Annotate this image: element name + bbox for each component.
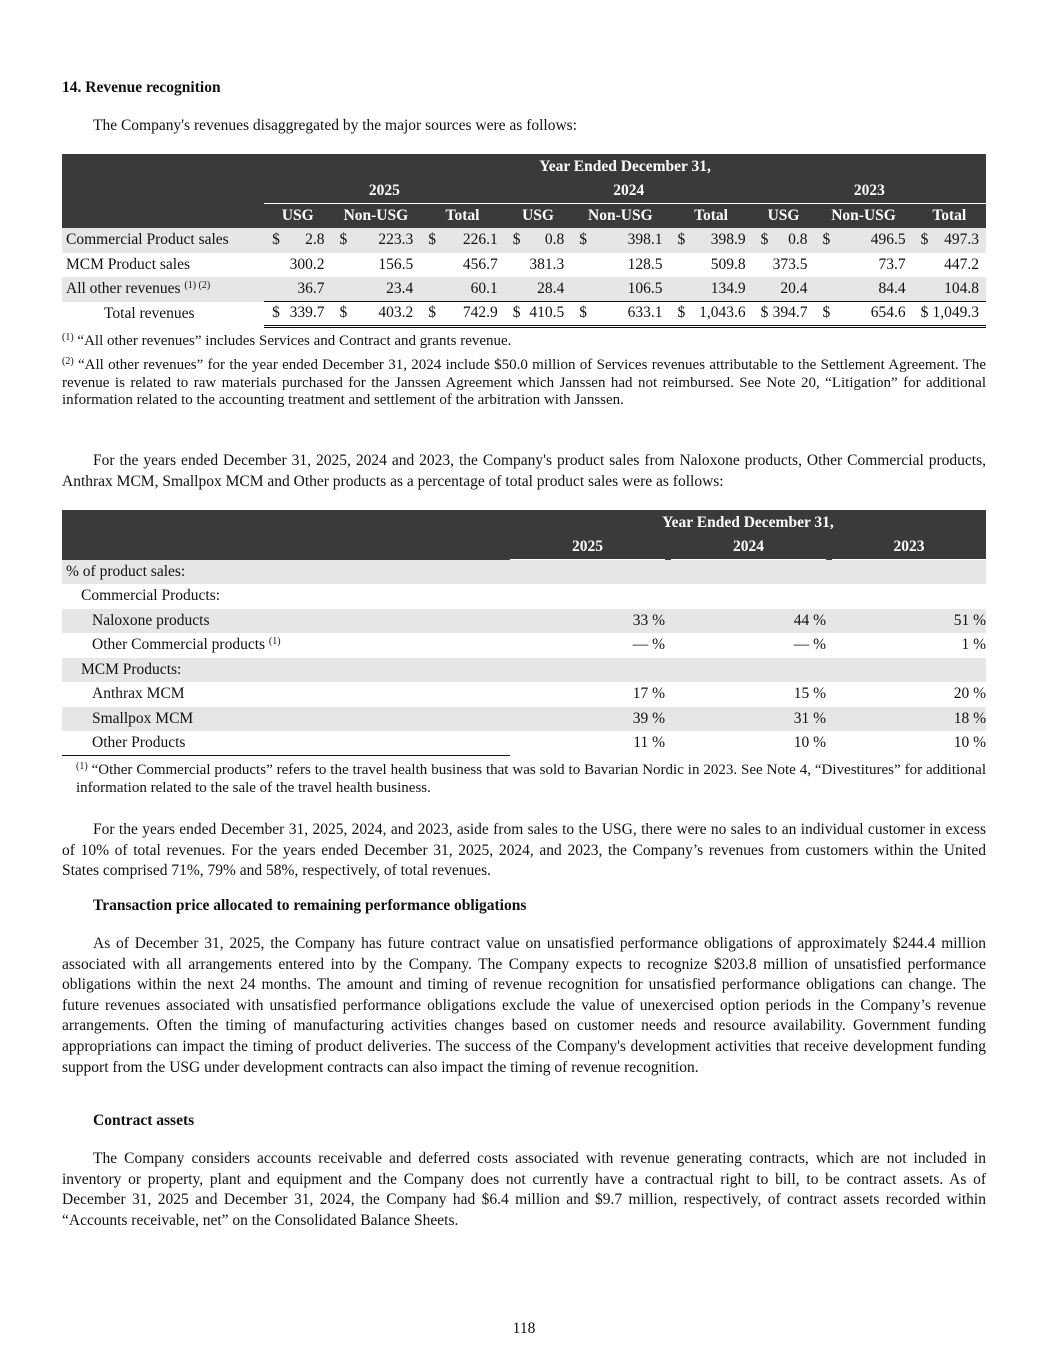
cell-value: 28.4 (525, 277, 572, 302)
cell-value: 10 % (953, 734, 986, 752)
cell-value: 398.1 (591, 228, 669, 253)
currency-symbol: $ (814, 302, 834, 327)
row-label (62, 277, 264, 302)
cell-value: 18 % (832, 707, 986, 732)
cell-value: 36.7 (284, 277, 332, 302)
cell-value: 104.8 (932, 277, 986, 302)
footnote-text: “All other revenues” includes Services and Contract and grants revenue. (77, 333, 512, 349)
currency-symbol: $ (913, 302, 933, 327)
cell-value: 223.3 (351, 228, 420, 253)
currency-symbol: $ (505, 228, 525, 253)
currency-symbol: $ (571, 302, 591, 327)
cell-value: 156.5 (378, 255, 414, 273)
cell-value: 1,049.3 (932, 302, 986, 327)
table-row (62, 253, 986, 278)
page-number: 118 (512, 1320, 536, 1337)
cell-value: — % (793, 636, 826, 654)
cell-value: 381.3 (529, 255, 565, 273)
cell-value: 742.9 (440, 302, 505, 327)
cell-value: 1 % (961, 636, 986, 654)
paragraph-contract-assets: The Company considers accounts receivable and deferred costs associated with revenue generating contracts, which are not included in inventory or property, plant and equipment and the Company does not currently have a contractual right to bill, to be contract assets. As of December 31, 2025 and December 31, 2024, the Company had $6.4 million and $9.7 million, respectively, of contract assets recorded within “Accounts receivable, net” on the Consolidated Balance Sheets. (62, 1150, 986, 1229)
cell-value: 0.8 (772, 228, 814, 253)
cell-value: 394.7 (772, 302, 814, 327)
cell-value: 654.6 (834, 302, 912, 327)
footnote-text: “Other Commercial products” refers to the travel health business that was sold to Bavarian Nordic in 2023. See Note 4, “Divestitures” for additional information related to the sale of the travel health business. (76, 762, 987, 796)
col-header-non-usg: Non-USG (814, 204, 912, 229)
table1-period-header: Year Ended December 31, (264, 154, 986, 179)
currency-symbol: $ (913, 228, 933, 253)
col-header-usg: USG (264, 204, 331, 229)
col-header-total: Total (669, 204, 752, 229)
cell-value: 2.8 (284, 228, 332, 253)
footnote-marker: (1) (2) (184, 280, 211, 292)
table1-year-header-row (62, 179, 986, 204)
currency-symbol: $ (669, 228, 689, 253)
table1-year-2025: 2025 (264, 179, 505, 204)
paragraph-performance-obligations: As of December 31, 2025, the Company has future contract value on unsatisfied performance obligations of approximately $244.4 million associated with all arrangements entered into by the Company. The Company expects to recognize $203.8 million of unsatisfied performance obligations within the next 24 months. The amount and timing of revenue recognition for unsatisfied performance obligations can change. The future revenues associated with unsatisfied performance obligations exclude the value of unexercised option periods in the Company’s revenue arrangements. Often the timing of manufacturing activities changes based on customer needs and resource availability. Government funding appropriations can impact the timing of product deliveries. The success of the Company's development activities that receive development funding support from the USG under development contracts can also impact the timing of revenue recognition. (62, 935, 986, 1076)
row-label: MCM Product sales (66, 255, 190, 273)
table2-year-2023: 2023 (832, 535, 986, 560)
row-label: Smallpox MCM (62, 707, 510, 732)
table-row (62, 609, 986, 634)
row-label: Naloxone products (62, 609, 510, 634)
cell-value: 33 % (510, 609, 665, 634)
col-header-usg: USG (505, 204, 572, 229)
table-row (62, 560, 986, 585)
footnote-marker: (1) (268, 636, 281, 648)
cell-value: 84.4 (834, 277, 912, 302)
cell-value: 15 % (793, 685, 826, 703)
currency-symbol: $ (753, 302, 773, 327)
cell-value: 496.5 (834, 228, 912, 253)
table2-footnote-1 (62, 762, 986, 797)
cell-value: 398.9 (689, 228, 752, 253)
row-label: Anthrax MCM (92, 685, 185, 703)
table2-year-2025: 2025 (510, 535, 665, 560)
table-row (62, 707, 986, 732)
currency-symbol: $ (505, 302, 525, 327)
row-label (62, 633, 510, 658)
table-row (62, 731, 986, 756)
cell-value: 17 % (632, 685, 665, 703)
cell-value: 128.5 (627, 255, 663, 273)
cell-value: 11 % (633, 734, 665, 752)
cell-value: 447.2 (944, 255, 979, 273)
cell-value: — % (632, 636, 665, 654)
subheading-transaction-price: Transaction price allocated to remaining performance obligations (93, 897, 527, 914)
table1-footnote-2 (62, 357, 986, 410)
cell-value: 0.8 (525, 228, 572, 253)
table-row (62, 228, 986, 253)
table-row (62, 682, 986, 707)
col-header-total: Total (913, 204, 986, 229)
currency-symbol: $ (669, 302, 689, 327)
section-title: 14. Revenue recognition (62, 79, 221, 96)
cell-value: 20.4 (772, 277, 814, 302)
table2-year-header-row (62, 535, 986, 560)
currency-symbol: $ (264, 228, 284, 253)
footnote-marker: (1) (76, 761, 88, 772)
row-label: % of product sales: (62, 560, 510, 585)
cell-value: 633.1 (591, 302, 669, 327)
row-label-text: Other Commercial products (92, 636, 266, 654)
table1-column-header-row (62, 204, 986, 229)
row-label: MCM Products: (62, 658, 510, 683)
cell-value: 456.7 (462, 255, 498, 273)
cell-value: 339.7 (284, 302, 332, 327)
cell-value: 1,043.6 (689, 302, 752, 327)
cell-value: 60.1 (440, 277, 505, 302)
cell-value: 134.9 (689, 277, 752, 302)
table-row-total (62, 302, 986, 327)
table-row (62, 633, 986, 658)
cell-value: 497.3 (932, 228, 986, 253)
cell-value: 39 % (510, 707, 665, 732)
currency-symbol: $ (332, 228, 352, 253)
cell-value: 403.2 (351, 302, 420, 327)
cell-value: 509.8 (710, 255, 746, 273)
table2-year-2024: 2024 (671, 535, 826, 560)
row-label-text: All other revenues (66, 280, 181, 298)
table2-period-header: Year Ended December 31, (510, 510, 986, 535)
table-row (62, 658, 986, 683)
intro-paragraph: The Company's revenues disaggregated by the major sources were as follows: (93, 117, 578, 134)
table-row (62, 277, 986, 302)
product-sales-percentage-table (62, 510, 986, 756)
cell-value: 44 % (671, 609, 826, 634)
footnote-marker: (2) (62, 356, 74, 367)
row-label: Other Products (62, 731, 510, 756)
col-header-total: Total (420, 204, 505, 229)
currency-symbol: $ (571, 228, 591, 253)
cell-value: 10 % (793, 734, 826, 752)
revenue-disaggregation-table (62, 154, 986, 328)
cell-value: 300.2 (289, 255, 325, 273)
cell-value: 106.5 (591, 277, 669, 302)
footnote-text: “All other revenues” for the year ended December 31, 2024 include $50.0 million of Services revenues attributable to the Settlement Agreement. The revenue is related to raw materials purchased for the Janssen Agreement which Janssen had not reimbursed. See Note 20, “Litigation” for additional information related to the accounting treatment and settlement of the arbitration with Janssen. (62, 357, 987, 408)
table1-period-header-row (62, 154, 986, 179)
row-label: Total revenues (104, 304, 195, 322)
cell-value: 31 % (671, 707, 826, 732)
paragraph-product-sales: For the years ended December 31, 2025, 2024 and 2023, the Company's product sales from Naloxone products, Other Commercial products, Anthrax MCM, Smallpox MCM and Other products as a percentage of total product sales were as follows: (62, 452, 986, 490)
cell-value: 73.7 (878, 255, 906, 273)
currency-symbol: $ (420, 302, 440, 327)
cell-value: 410.5 (525, 302, 572, 327)
footnote-marker: (1) (62, 332, 74, 343)
cell-value: 226.1 (440, 228, 505, 253)
currency-symbol: $ (332, 302, 352, 327)
row-label: Commercial Products: (81, 587, 221, 605)
table1-year-2024: 2024 (505, 179, 753, 204)
cell-value: 51 % (832, 609, 986, 634)
subheading-contract-assets: Contract assets (93, 1112, 195, 1129)
cell-value: 20 % (953, 685, 986, 703)
cell-value: 23.4 (351, 277, 420, 302)
currency-symbol: $ (814, 228, 834, 253)
currency-symbol: $ (264, 302, 284, 327)
table1-footnote-1 (62, 333, 986, 351)
col-header-usg: USG (753, 204, 815, 229)
table2-period-header-row (62, 510, 986, 535)
table-row (62, 584, 986, 609)
currency-symbol: $ (420, 228, 440, 253)
currency-symbol: $ (753, 228, 773, 253)
col-header-non-usg: Non-USG (332, 204, 421, 229)
cell-value: 373.5 (772, 255, 808, 273)
paragraph-customers: For the years ended December 31, 2025, 2024, and 2023, aside from sales to the USG, there were no sales to an individual customer in excess of 10% of total revenues. For the years ended December 31, 2025, 2024, and 2023, the Company’s revenues from customers within the United States comprised 71%, 79% and 58%, respectively, of total revenues. (62, 821, 986, 880)
table1-year-2023: 2023 (753, 179, 986, 204)
col-header-non-usg: Non-USG (571, 204, 669, 229)
row-label: Commercial Product sales (62, 228, 264, 253)
